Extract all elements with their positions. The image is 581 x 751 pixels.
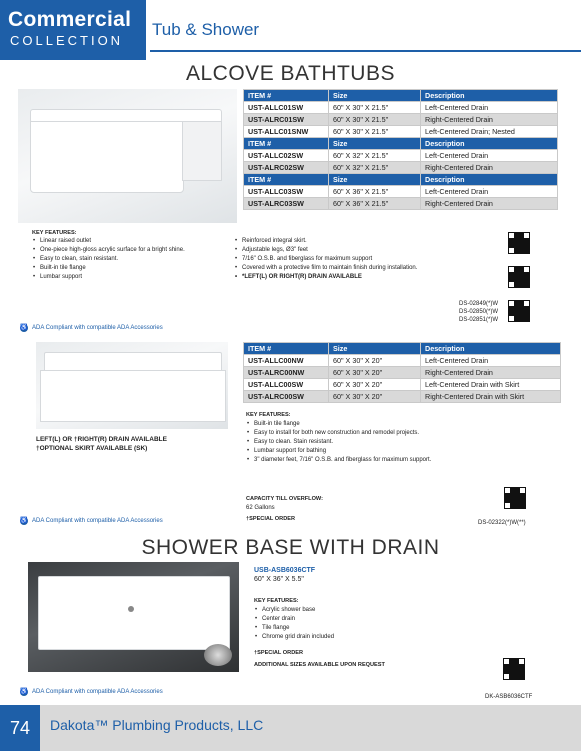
header-rule: [150, 50, 581, 52]
col-header: Description: [421, 343, 561, 355]
table-row: [244, 355, 561, 367]
col-header: ITEM #: [244, 138, 329, 150]
company-name: Dakota™ Plumbing Products, LLC: [50, 717, 264, 733]
qr-code: [503, 658, 525, 680]
table-cell: UST-ALLC02SW: [244, 150, 329, 162]
table-header-row: [244, 343, 561, 355]
shower-section-title: SHOWER BASE WITH DRAIN: [141, 536, 440, 559]
list-item: • 7/16" O.S.B. and fiberglass for maximum support: [234, 255, 474, 264]
list-item: • Covered with a protective film to maintain finish during installation.: [234, 264, 474, 273]
skirted-features: [246, 420, 442, 465]
table-row: [244, 114, 558, 126]
wheelchair-icon: ♿: [20, 689, 28, 695]
table-cell: 60" X 30" X 20": [329, 379, 421, 391]
table-cell: UST-ALLC03SW: [244, 186, 329, 198]
table-row: [244, 186, 558, 198]
table-row: [244, 102, 558, 114]
alcove-features-right: [234, 237, 474, 282]
table-cell: UST-ALRC02SW: [244, 162, 329, 174]
list-item: • One-piece high-gloss acrylic surface for a bright shine.: [32, 246, 232, 255]
col-header: ITEM #: [244, 343, 329, 355]
col-header: Description: [421, 138, 558, 150]
table-cell: UST-ALLC00NW: [244, 355, 329, 367]
ada-note: [20, 324, 163, 332]
table-cell: 60" X 30" X 20": [329, 355, 421, 367]
table-cell: 60" X 30" X 21.5": [329, 102, 421, 114]
ds-code: DS-02849(*)W: [458, 301, 498, 307]
brand-line2: COLLECTION: [10, 33, 124, 48]
list-item: • *LEFT(L) OR RIGHT(R) DRAIN AVAILABLE: [234, 273, 474, 282]
table-cell: UST-ALRC01SW: [244, 114, 329, 126]
table-cell: 60" X 32" X 21.5": [329, 162, 421, 174]
table-row: [244, 162, 558, 174]
table-cell: UST-ALRC00NW: [244, 367, 329, 379]
table-cell: 60" X 36" X 21.5": [329, 198, 421, 210]
skirted-spec-table: [243, 342, 561, 403]
key-features-title: KEY FEATURES:: [32, 230, 77, 236]
ada-note: [20, 688, 163, 696]
table-cell: Right-Centered Drain: [421, 367, 561, 379]
table-cell: Right-Centered Drain: [421, 162, 558, 174]
list-item: • Easy to install for both new construction and remodel projects.: [246, 429, 442, 438]
col-header: Description: [421, 90, 558, 102]
alcove-spec-table: [243, 89, 558, 210]
table-row: [244, 391, 561, 403]
alcove-section-title: ALCOVE BATHTUBS: [186, 62, 395, 85]
qr-code: [508, 300, 530, 322]
ds-code: DS-02851(*)W: [458, 317, 498, 323]
list-item: • Center drain: [254, 615, 454, 624]
page-number: 74: [0, 705, 40, 751]
table-header-row: [244, 174, 558, 186]
special-order-note: †SPECIAL ORDER: [246, 516, 296, 522]
table-cell: UST-ALLC01SW: [244, 102, 329, 114]
shower-sku: USB-ASB6036CTF: [254, 567, 316, 574]
brand-block: [0, 0, 146, 60]
col-header: Size: [329, 90, 421, 102]
col-header: ITEM #: [244, 90, 329, 102]
drain-icon: [128, 606, 134, 612]
ada-text: ADA Compliant with compatible ADA Accessories: [32, 689, 163, 695]
skirt-option-note: †OPTIONAL SKIRT AVAILABLE (SK): [36, 445, 148, 452]
skirted-tub-image: [36, 342, 228, 429]
drain-skirt-note: [36, 435, 167, 453]
col-header: Size: [329, 138, 421, 150]
additional-sizes-note: ADDITIONAL SIZES AVAILABLE UPON REQUEST: [254, 662, 385, 668]
table-header-row: [244, 90, 558, 102]
qr-code: [504, 487, 526, 509]
page-category-title: Tub & Shower: [152, 20, 260, 39]
table-cell: 60" X 30" X 20": [329, 367, 421, 379]
capacity-value: 62 Gallons: [246, 505, 275, 511]
col-header: Size: [329, 343, 421, 355]
list-item: • Built-in tile flange: [246, 420, 442, 429]
col-header: ITEM #: [244, 174, 329, 186]
list-item: • Linear raised outlet: [32, 237, 232, 246]
table-row: [244, 379, 561, 391]
table-cell: Left-Centered Drain; Nested: [421, 126, 558, 138]
wheelchair-icon: ♿: [20, 325, 28, 331]
table-cell: UST-ALLC01SNW: [244, 126, 329, 138]
brand-line1: Commercial: [8, 8, 132, 31]
shower-base-image: [28, 562, 239, 672]
ds-code: DS-02322(*)W(**): [478, 520, 526, 526]
list-item: • Easy to clean. Stain resistant.: [246, 438, 442, 447]
table-cell: Right-Centered Drain: [421, 198, 558, 210]
col-header: Size: [329, 174, 421, 186]
key-features-title: KEY FEATURES:: [246, 412, 291, 418]
list-item: • Lumbar support: [32, 273, 232, 282]
table-cell: 60" X 30" X 20": [329, 391, 421, 403]
wheelchair-icon: ♿: [20, 518, 28, 524]
list-item: • Lumbar support for bathing: [246, 447, 442, 456]
table-cell: Left-Centered Drain: [421, 150, 558, 162]
table-cell: 60" X 36" X 21.5": [329, 186, 421, 198]
ada-text: ADA Compliant with compatible ADA Accessories: [32, 518, 163, 524]
table-cell: UST-ALRC03SW: [244, 198, 329, 210]
table-cell: Left-Centered Drain: [421, 355, 561, 367]
table-cell: 60" X 30" X 21.5": [329, 114, 421, 126]
list-item: • Adjustable legs, Ø3" feet: [234, 246, 474, 255]
alcove-tub-image: [18, 89, 237, 223]
table-cell: 60" X 30" X 21.5": [329, 126, 421, 138]
table-cell: Left-Centered Drain: [421, 102, 558, 114]
alcove-features-left: [32, 237, 232, 282]
table-header-row: [244, 138, 558, 150]
special-order-note: †SPECIAL ORDER: [254, 650, 304, 656]
list-item: • 3" diameter feet, 7/16" O.S.B. and fiberglass for maximum support.: [246, 456, 442, 465]
qr-code: [508, 232, 530, 254]
shower-features: [254, 606, 454, 642]
list-item: • Easy to clean, stain resistant.: [32, 255, 232, 264]
col-header: Description: [421, 174, 558, 186]
list-item: • Chrome grid drain included: [254, 633, 454, 642]
list-item: • Built-in tile flange: [32, 264, 232, 273]
list-item: • Acrylic shower base: [254, 606, 454, 615]
table-cell: Left-Centered Drain: [421, 186, 558, 198]
key-features-title: KEY FEATURES:: [254, 598, 299, 604]
chrome-drain-icon: [204, 644, 232, 666]
table-cell: Right-Centered Drain with Skirt: [421, 391, 561, 403]
table-row: [244, 367, 561, 379]
drain-option-note: LEFT(L) OR †RIGHT(R) DRAIN AVAILABLE: [36, 436, 167, 443]
table-row: [244, 126, 558, 138]
shower-size: 60" X 36" X 5.5": [254, 576, 304, 583]
list-item: • Reinforced integral skirt.: [234, 237, 474, 246]
table-cell: Left-Centered Drain with Skirt: [421, 379, 561, 391]
ds-codes: [440, 300, 498, 324]
table-row: [244, 150, 558, 162]
capacity-title: CAPACITY TILL OVERFLOW:: [246, 496, 323, 502]
qr-code: [508, 266, 530, 288]
ada-text: ADA Compliant with compatible ADA Accessories: [32, 325, 163, 331]
table-cell: Right-Centered Drain: [421, 114, 558, 126]
table-cell: UST-ALLC00SW: [244, 379, 329, 391]
table-row: [244, 198, 558, 210]
ds-code: DS-02850(*)W: [458, 309, 498, 315]
ds-code: DK-ASB6036CTF: [485, 694, 533, 700]
table-cell: 60" X 32" X 21.5": [329, 150, 421, 162]
ada-note: [20, 517, 163, 525]
list-item: • Tile flange: [254, 624, 454, 633]
table-cell: UST-ALRC00SW: [244, 391, 329, 403]
